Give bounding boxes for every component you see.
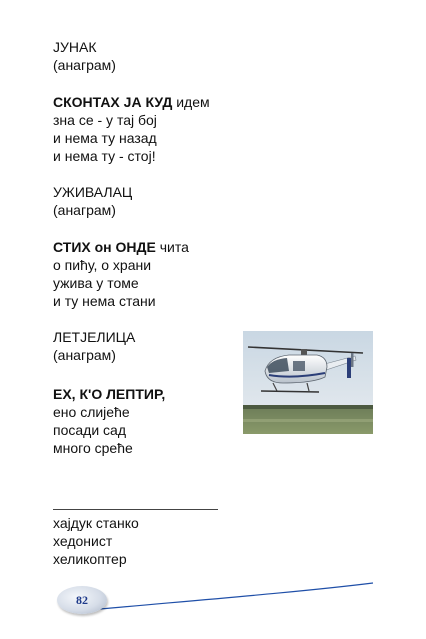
- riddle-2-lead-bold: СТИХ он ОНДЕ: [53, 239, 156, 255]
- page-number: 82: [76, 592, 88, 607]
- riddle-1-lead-bold: СКОНТАХ ЈА КУД: [53, 94, 173, 110]
- answer-1: хајдук станко: [53, 515, 139, 531]
- riddle-3-line: ено слијеће: [53, 404, 130, 420]
- riddle-2-subtitle: (анаграм): [53, 202, 116, 218]
- riddle-1-title: ЈУНАК: [53, 39, 97, 55]
- page-number-badge: [57, 586, 107, 614]
- riddle-2-line: и ту нема стани: [53, 293, 156, 309]
- riddle-3-line: много среће: [53, 440, 133, 456]
- answer-3: хеликоптер: [53, 551, 127, 567]
- riddle-1-subtitle: (анаграм): [53, 57, 116, 73]
- riddle-1-lead-rest: идем: [172, 94, 210, 110]
- riddle-3-line: посади сад: [53, 422, 126, 438]
- riddle-3-lead-bold: ЕХ, К'О ЛЕПТИР,: [53, 386, 166, 402]
- riddle-2-lead-rest: чита: [155, 239, 189, 255]
- riddle-2-line: о пићу, о храни: [53, 257, 152, 273]
- riddle-2-line: ужива у томе: [53, 275, 139, 291]
- riddle-1-line: и нема ту назад: [53, 130, 157, 146]
- riddle-1-line: зна се - у тај бој: [53, 112, 157, 128]
- riddle-1-line: и нема ту - стој!: [53, 148, 156, 164]
- riddle-3-title: ЛЕТЈЕЛИЦА: [53, 329, 136, 345]
- riddle-2-title: УЖИВАЛАЦ: [53, 184, 133, 200]
- riddle-3-subtitle: (анаграм): [53, 347, 116, 363]
- answer-2: хедонист: [53, 533, 113, 549]
